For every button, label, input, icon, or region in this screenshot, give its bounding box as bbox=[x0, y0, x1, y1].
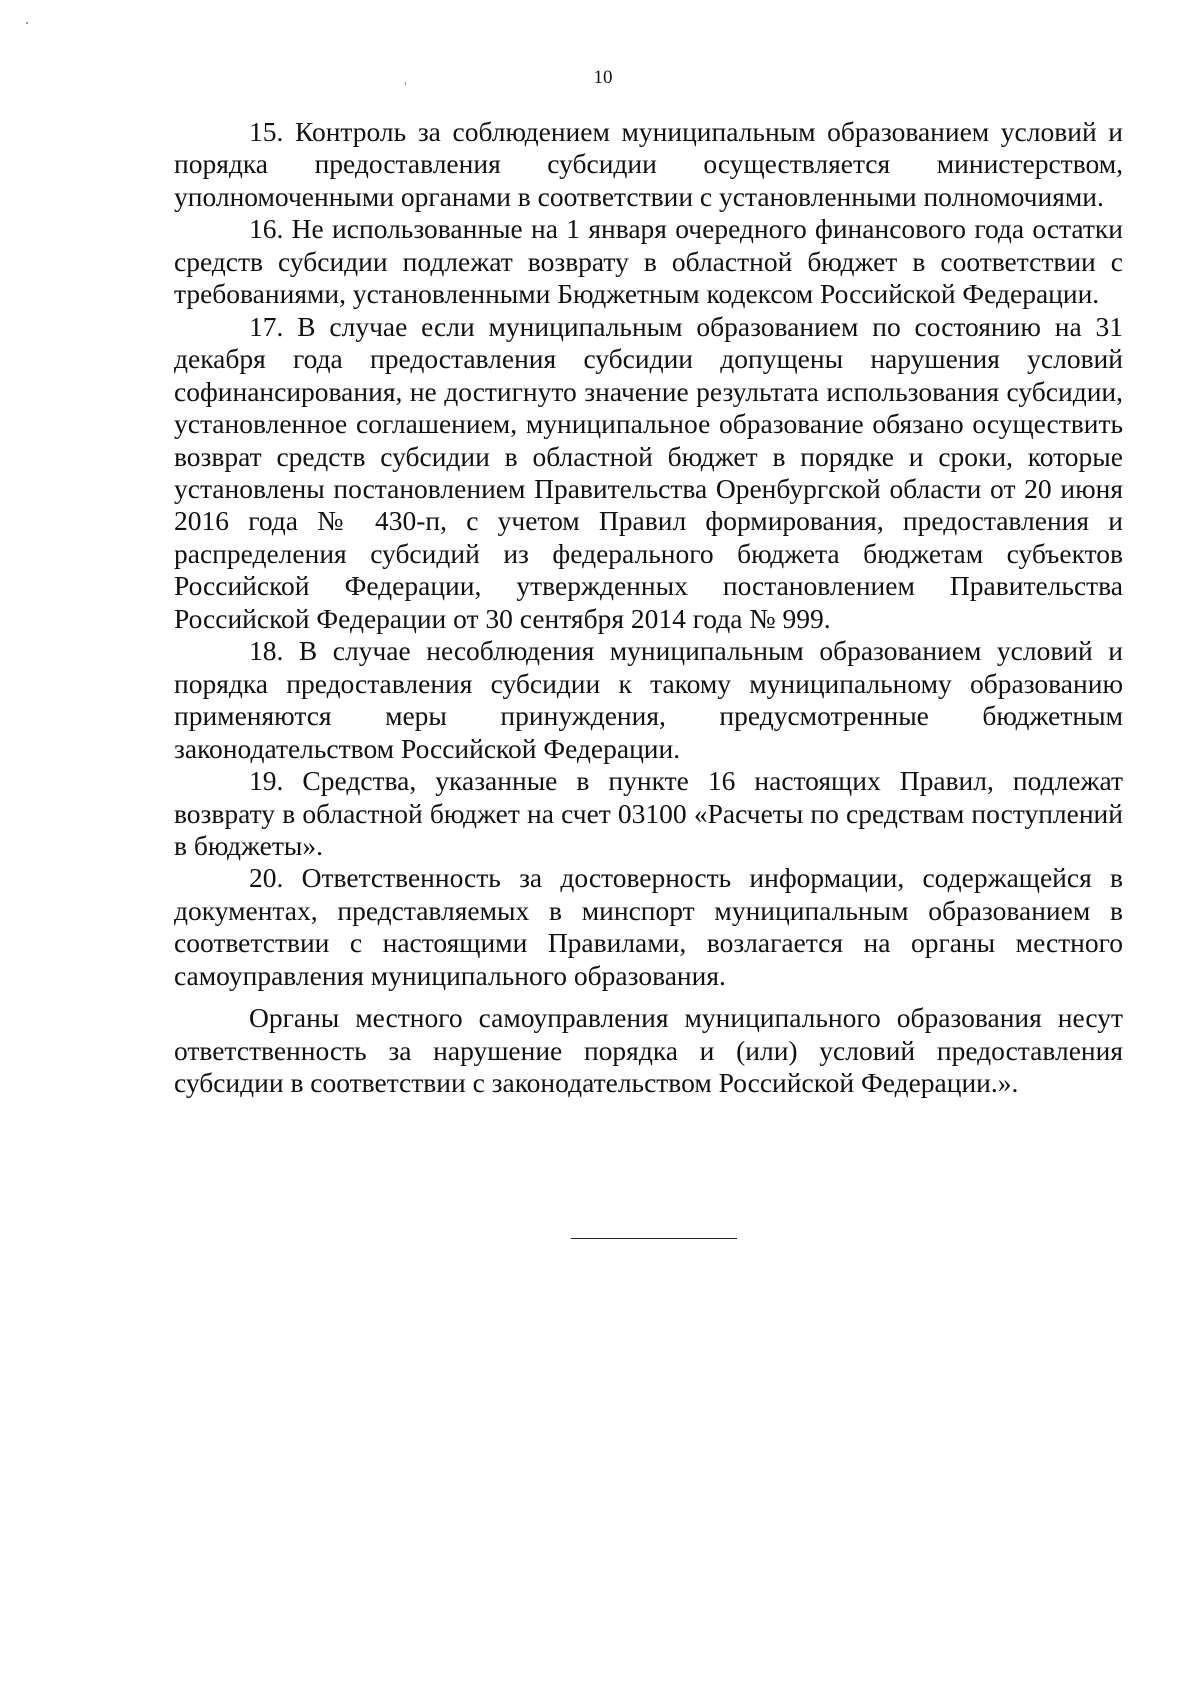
paragraph-20: 20. Ответственность за достоверность информации, содержащейся в документах, представляемых в минспорт муниципальным образованием в соответствии с настоящими Правилами, возлагается на органы местного самоуправления муниципального образования. bbox=[174, 862, 1123, 991]
paragraph-15: 15. Контроль за соблюдением муниципальным образованием условий и порядка предоставления субсидии осуществляется министерством, уполномоченными органами в соответствии с установленными полномочиями. bbox=[174, 116, 1123, 212]
paragraph-18: 18. В случае несоблюдения муниципальным образованием условий и порядка предоставления субсидии к такому муниципальному образованию применяются меры принуждения, предусмотренные бюджетным законодательством Российской Федерации. bbox=[174, 635, 1123, 764]
page-number bbox=[0, 68, 1200, 87]
scan-speck bbox=[26, 22, 28, 24]
paragraph-17: 17. В случае если муниципальным образованием по состоянию на 31 декабря года предоставления субсидии допущены нарушения условий софинансирования, не достигнуто значение результата использования субсидии, установленное соглашением, муниципальное образование обязано осуществить возврат средств субсидии в областной бюджет в порядке и сроки, которые установлены постановлением Правительства Оренбургской области от 20 июня 2016 года № 430-п, с учетом Правил формирования, предоставления и распределения субсидий из федерального бюджета бюджетам субъектов Российской Федерации, утвержденных постановлением Правительства Российской Федерации от 30 сентября 2014 года № 999. bbox=[174, 310, 1123, 634]
paragraph-closing: Органы местного самоуправления муниципального образования несут ответственность за нарушение порядка и (или) условий предоставления субсидии в соответствии с законодательством Российской Федерации.». bbox=[174, 1002, 1123, 1099]
paragraph-16: 16. Не использованные на 1 января очередного финансового года остатки средств субсидии подлежат возврату в областной бюджет в соответствии с требованиями, установленными Бюджетным кодексом Российской Федерации. bbox=[174, 213, 1123, 310]
page-number-text: 10 bbox=[593, 67, 613, 88]
end-separator-line bbox=[571, 1238, 737, 1239]
document-body bbox=[174, 116, 1123, 1100]
paragraph-19: 19. Средства, указанные в пункте 16 настоящих Правил, подлежат возврату в областной бюджет на счет 03100 «Расчеты по средствам поступлений в бюджеты». bbox=[174, 765, 1123, 861]
